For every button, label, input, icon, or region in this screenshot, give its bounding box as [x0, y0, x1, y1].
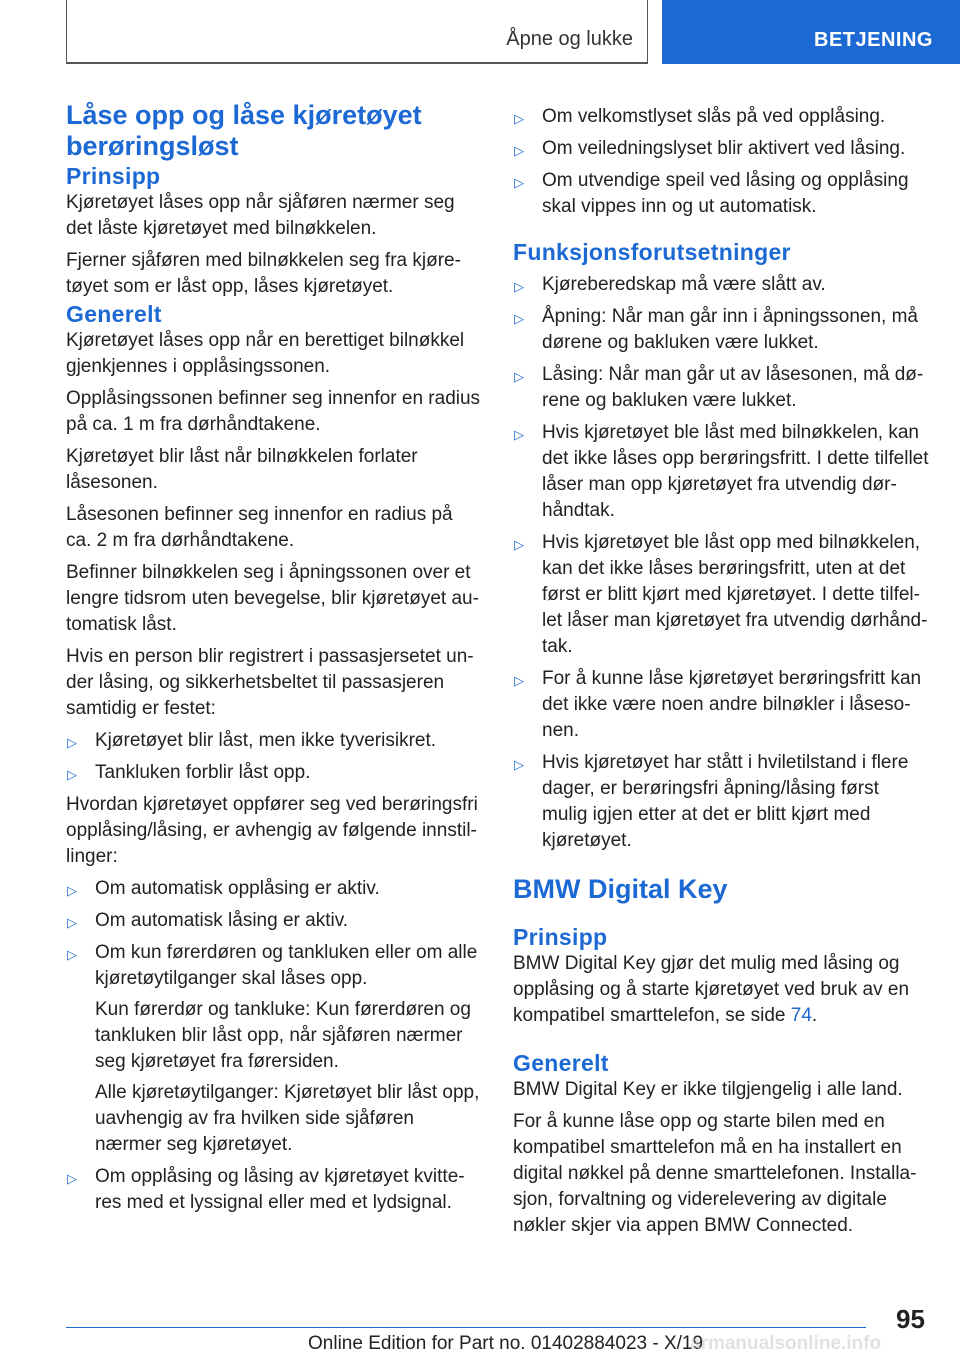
- triangle-bullet-icon: ▷: [514, 311, 524, 326]
- triangle-bullet-icon: ▷: [67, 947, 77, 962]
- list-item: ▷ Hvis kjøretøyet ble låst med bilnøkkelen, kan det ikke låses opp berøringsfritt. I dette tilfellet låser man opp kjøretøyet fra utvendig dørhåndtak.: [514, 422, 929, 521]
- list-item: ▷ Hvis kjøretøyet har stått i hviletilstand i flere dager, er berøringsfri åpning/låsing først mulig igjen etter at det er blitt kjørt med kjøretøyet.: [514, 752, 909, 851]
- triangle-bullet-icon: ▷: [514, 143, 524, 158]
- bullet-list: [66, 728, 482, 786]
- bullet-list: [513, 272, 929, 854]
- triangle-bullet-icon: ▷: [514, 757, 524, 772]
- watermark-text: armanualsonline.info: [690, 1333, 882, 1354]
- list-item: ▷ Tankluken forblir låst opp.: [66, 760, 482, 786]
- triangle-bullet-icon: ▷: [514, 111, 524, 126]
- paragraph: Befinner bilnøkkelen seg i åpningssonen over et lengre tidsrom uten bevegelse, blir kjøretøyet automatisk låst.: [66, 562, 479, 635]
- bullet-list: [513, 104, 929, 220]
- heading-prinsipp: Prinsipp: [513, 924, 608, 950]
- list-item: ▷ Om automatisk låsing er aktiv.: [66, 908, 482, 934]
- page-number: 95: [896, 1304, 925, 1334]
- header-chapter-tab: BETJENING: [662, 0, 960, 64]
- list-item: ▷ Om opplåsing og låsing av kjøretøyet kvitteres med et lyssignal eller med et lydsignal.: [67, 1166, 465, 1213]
- triangle-bullet-icon: ▷: [67, 883, 77, 898]
- list-item: ▷ Om utvendige speil ved låsing og opplåsing skal vippes inn og ut automatisk.: [514, 170, 909, 217]
- triangle-bullet-icon: ▷: [67, 735, 77, 750]
- list-item: ▷ Om velkomstlyset slås på ved opplåsing.: [513, 104, 929, 130]
- list-item: ▷ Om kun førerdøren og tankluken eller om alle kjøretøytilganger skal låses opp. Kun førerdør og tankluke: Kun førerdøren og tankluken blir låst opp, når sjåføren nærmer seg kjøretøyet fra førersiden. Alle kjøretøytilganger: Kjøretøyet blir låst opp, uavhengig av fra hvilken side sjåføren nærmer seg kjøretøyet.: [66, 940, 482, 1158]
- paragraph: Opplåsingssonen befinner seg innenfor en radius på ca. 1 m fra dørhåndtakene.: [66, 388, 481, 435]
- triangle-bullet-icon: ▷: [514, 673, 524, 688]
- list-item: ▷ Kjøretøyet blir låst, men ikke tyverisikret.: [66, 728, 482, 754]
- heading-generelt: Generelt: [66, 301, 162, 327]
- paragraph: BMW Digital Key gjør det mulig med låsing og opplåsing og å starte kjøretøyet ved bruk av en kompatibel smarttelefon, se side 74.: [513, 953, 910, 1026]
- page-header: [0, 0, 960, 66]
- heading-bmw-digital-key: BMW Digital Key: [513, 874, 728, 904]
- paragraph: Hvis en person blir registrert i passasjersetet under låsing, og sikkerhetsbeltet til passasjeren samtidig er festet:: [66, 646, 474, 719]
- triangle-bullet-icon: ▷: [67, 767, 77, 782]
- paragraph: Hvordan kjøretøyet oppfører seg ved berøringsfri opplåsing/låsing, er avhengig av følgende innstillinger:: [66, 794, 478, 867]
- paragraph: Fjerner sjåføren med bilnøkkelen seg fra kjøretøyet som er låst opp, låses kjøretøyet.: [66, 250, 461, 297]
- list-item: ▷ Kjøreberedskap må være slått av.: [513, 272, 929, 298]
- triangle-bullet-icon: ▷: [514, 175, 524, 190]
- list-sub-paragraph: Alle kjøretøytilganger: Kjøretøyet blir låst opp, uavhengig av fra hvilken side sjåføren nærmer seg kjøretøyet.: [95, 1082, 480, 1155]
- triangle-bullet-icon: ▷: [514, 279, 524, 294]
- paragraph: For å kunne låse opp og starte bilen med en kompatibel smarttelefon må en ha installert en digital nøkkel på denne smarttelefonen. Installasjon, forvaltning og viderelevering av digitale nøkler skjer via appen BMW Connected.: [513, 1111, 917, 1236]
- right-column: [513, 100, 929, 1239]
- triangle-bullet-icon: ▷: [514, 537, 524, 552]
- paragraph: Kjøretøyet låses opp når sjåføren nærmer seg det låste kjøretøyet med bilnøkkelen.: [66, 192, 455, 239]
- list-item: ▷ Hvis kjøretøyet ble låst opp med bilnøkkelen, kan det ikke låses berøringsfritt, uten at det først er blitt kjørt med kjøretøyet. I dette tilfellet låser man kjøretøyet fra utvendig dørhåndtak.: [514, 532, 928, 657]
- list-item: ▷ Om veiledningslyset blir aktivert ved låsing.: [513, 136, 929, 162]
- list-item: ▷ Om automatisk opplåsing er aktiv.: [66, 876, 482, 902]
- left-column: [66, 100, 482, 1222]
- list-item: ▷ Åpning: Når man går inn i åpningssonen, må dørene og bakluken være lukket.: [514, 306, 919, 353]
- bullet-list: [66, 876, 482, 1216]
- heading-prinsipp: Prinsipp: [66, 163, 161, 189]
- paragraph: Kjøretøyet blir låst når bilnøkkelen forlater låsesonen.: [66, 446, 418, 493]
- header-section-title: Åpne og lukke: [506, 28, 633, 50]
- triangle-bullet-icon: ▷: [514, 427, 524, 442]
- paragraph: Låsesonen befinner seg innenfor en radius på ca. 2 m fra dørhåndtakene.: [66, 504, 453, 551]
- page-reference-link[interactable]: 74: [790, 1005, 812, 1026]
- paragraph: BMW Digital Key er ikke tilgjengelig i alle land.: [513, 1079, 903, 1100]
- triangle-bullet-icon: ▷: [67, 915, 77, 930]
- paragraph: Kjøretøyet låses opp når en berettiget bilnøkkel gjenkjennes i opplåsingssonen.: [66, 330, 465, 377]
- triangle-bullet-icon: ▷: [514, 369, 524, 384]
- list-item: ▷ Låsing: Når man går ut av låsesonen, må dørene og bakluken være lukket.: [514, 364, 924, 411]
- triangle-bullet-icon: ▷: [67, 1171, 77, 1186]
- edition-text: Online Edition for Part no. 01402884023 - X/19: [308, 1333, 704, 1354]
- header-section-box: [66, 0, 648, 64]
- list-item: ▷ For å kunne låse kjøretøyet berøringsfritt kan det ikke være noen andre bilnøkler i låsesonen.: [514, 668, 922, 741]
- footer-divider: [66, 1327, 866, 1328]
- article-title: Låse opp og låse kjøretøyet berøringsløst: [66, 100, 422, 161]
- list-sub-paragraph: Kun førerdør og tankluke: Kun førerdøren og tankluken blir låst opp, når sjåføren nærmer seg kjøretøyet fra førersiden.: [95, 999, 471, 1072]
- heading-generelt: Generelt: [513, 1050, 609, 1076]
- heading-funksjonsforutsetninger: Funksjonsforutsetninger: [513, 239, 791, 265]
